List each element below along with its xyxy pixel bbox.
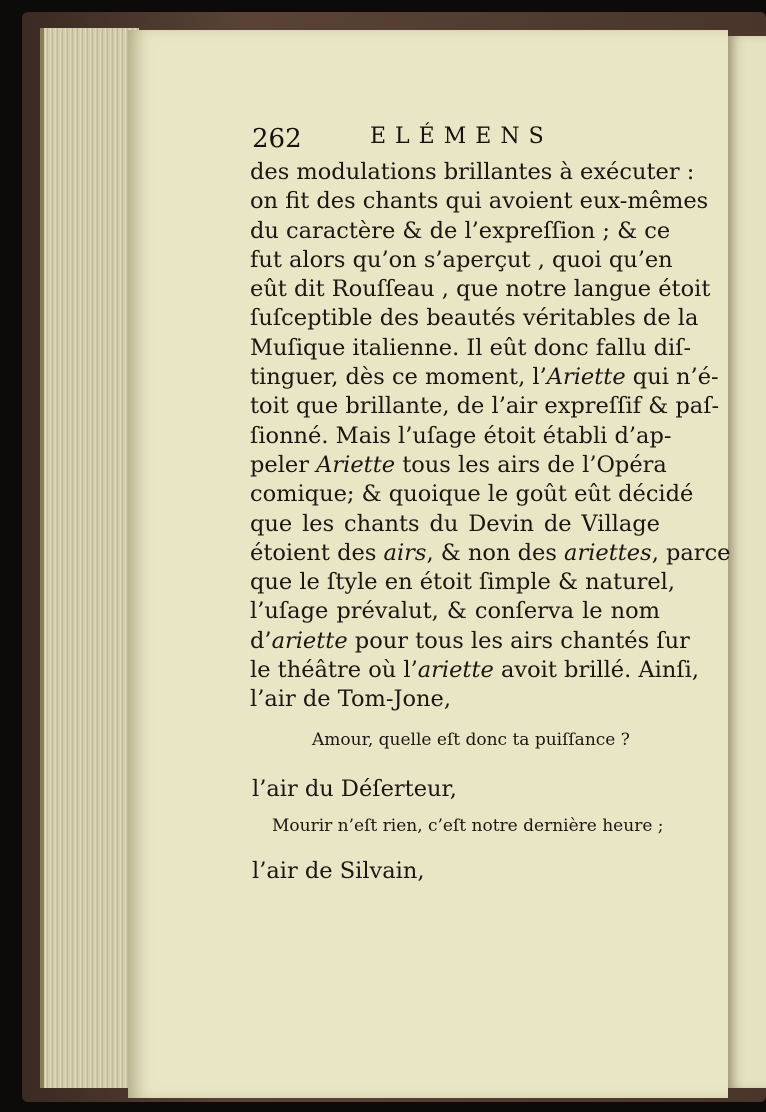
text-line <box>250 451 667 480</box>
quote-line: Amour, quelle eſt donc ta puiſſance ? <box>312 730 630 750</box>
text-line <box>250 275 711 304</box>
text-line <box>250 363 719 392</box>
text-line <box>250 246 673 275</box>
text-segment: on fit des chants qui avoient eux-mêmes <box>250 188 709 215</box>
text-line <box>250 158 695 187</box>
text-line <box>250 392 720 421</box>
italic-word: Ariette <box>546 364 626 391</box>
text-segment: qui n’é- <box>625 364 719 391</box>
text-line: l’air de Silvain, <box>252 858 425 884</box>
text-segment: , & non des <box>426 539 565 566</box>
text-segment: avoit brillé. Ainſi, <box>493 657 700 684</box>
text-segment: pour tous les airs chantés ſur <box>347 627 690 654</box>
text-line <box>250 627 690 656</box>
text-line <box>250 510 660 539</box>
text-segment: des modulations brillantes à exécuter : <box>250 159 695 185</box>
text-line <box>250 539 731 568</box>
italic-word: ariette <box>271 627 348 654</box>
quote-line: Mourir n’eſt rien, c’eſt notre dernière heure ; <box>272 816 664 836</box>
text-segment: tous les airs de l’Opéra <box>395 451 667 478</box>
running-head: ELÉMENS <box>370 124 553 149</box>
text-segment: peler <box>250 451 317 478</box>
facing-page <box>728 36 766 1088</box>
text-line <box>250 480 694 509</box>
text-segment: , parce <box>651 539 731 566</box>
text-line <box>250 187 709 216</box>
text-segment: d’ <box>250 627 272 654</box>
italic-word: airs <box>383 539 427 566</box>
text-segment: eût dit Rouſſeau , que notre langue étoit <box>250 276 711 303</box>
page-number: 262 <box>252 124 302 154</box>
text-segment: l’air de Tom-Jone, <box>250 686 452 713</box>
text-line <box>250 597 660 626</box>
text-line <box>250 422 672 451</box>
text-segment: comique; & quoique le goût eût décidé <box>250 481 694 508</box>
page-edges <box>40 28 139 1088</box>
text-segment: que le ſtyle en étoit ſimple & naturel, <box>250 569 675 596</box>
text-segment: que les chants du Devin de Village <box>250 510 660 537</box>
text-line: l’air du Déſerteur, <box>252 776 457 802</box>
page-header <box>252 124 552 158</box>
text-segment: ſuſceptible des beautés véritables de la <box>250 305 699 332</box>
text-line <box>250 568 675 597</box>
italic-word: ariettes <box>564 539 652 566</box>
text-segment: étoient des <box>250 539 384 566</box>
body-paragraph <box>250 158 731 715</box>
italic-word: Ariette <box>316 451 396 478</box>
text-line <box>250 656 700 685</box>
text-line <box>250 304 699 333</box>
text-segment: le théâtre où l’ <box>250 657 418 684</box>
text-line <box>250 217 671 246</box>
text-segment: du caractère & de l’expreſſion ; & ce <box>250 217 671 244</box>
text-line <box>250 334 692 363</box>
italic-word: ariette <box>417 657 494 684</box>
text-segment: l’uſage prévalut, & conſerva le nom <box>250 598 660 625</box>
text-segment: fut alors qu’on s’aperçut , quoi qu’en <box>250 246 673 273</box>
text-segment: ſionné. Mais l’uſage étoit établi d’ap- <box>250 422 672 449</box>
text-line <box>250 685 660 714</box>
text-segment: Muſique italienne. Il eût donc fallu diſ- <box>250 334 692 361</box>
text-segment: tinguer, dès ce moment, l’ <box>250 364 547 391</box>
text-segment: toit que brillante, de l’air expreſſif & paſ- <box>250 393 720 420</box>
